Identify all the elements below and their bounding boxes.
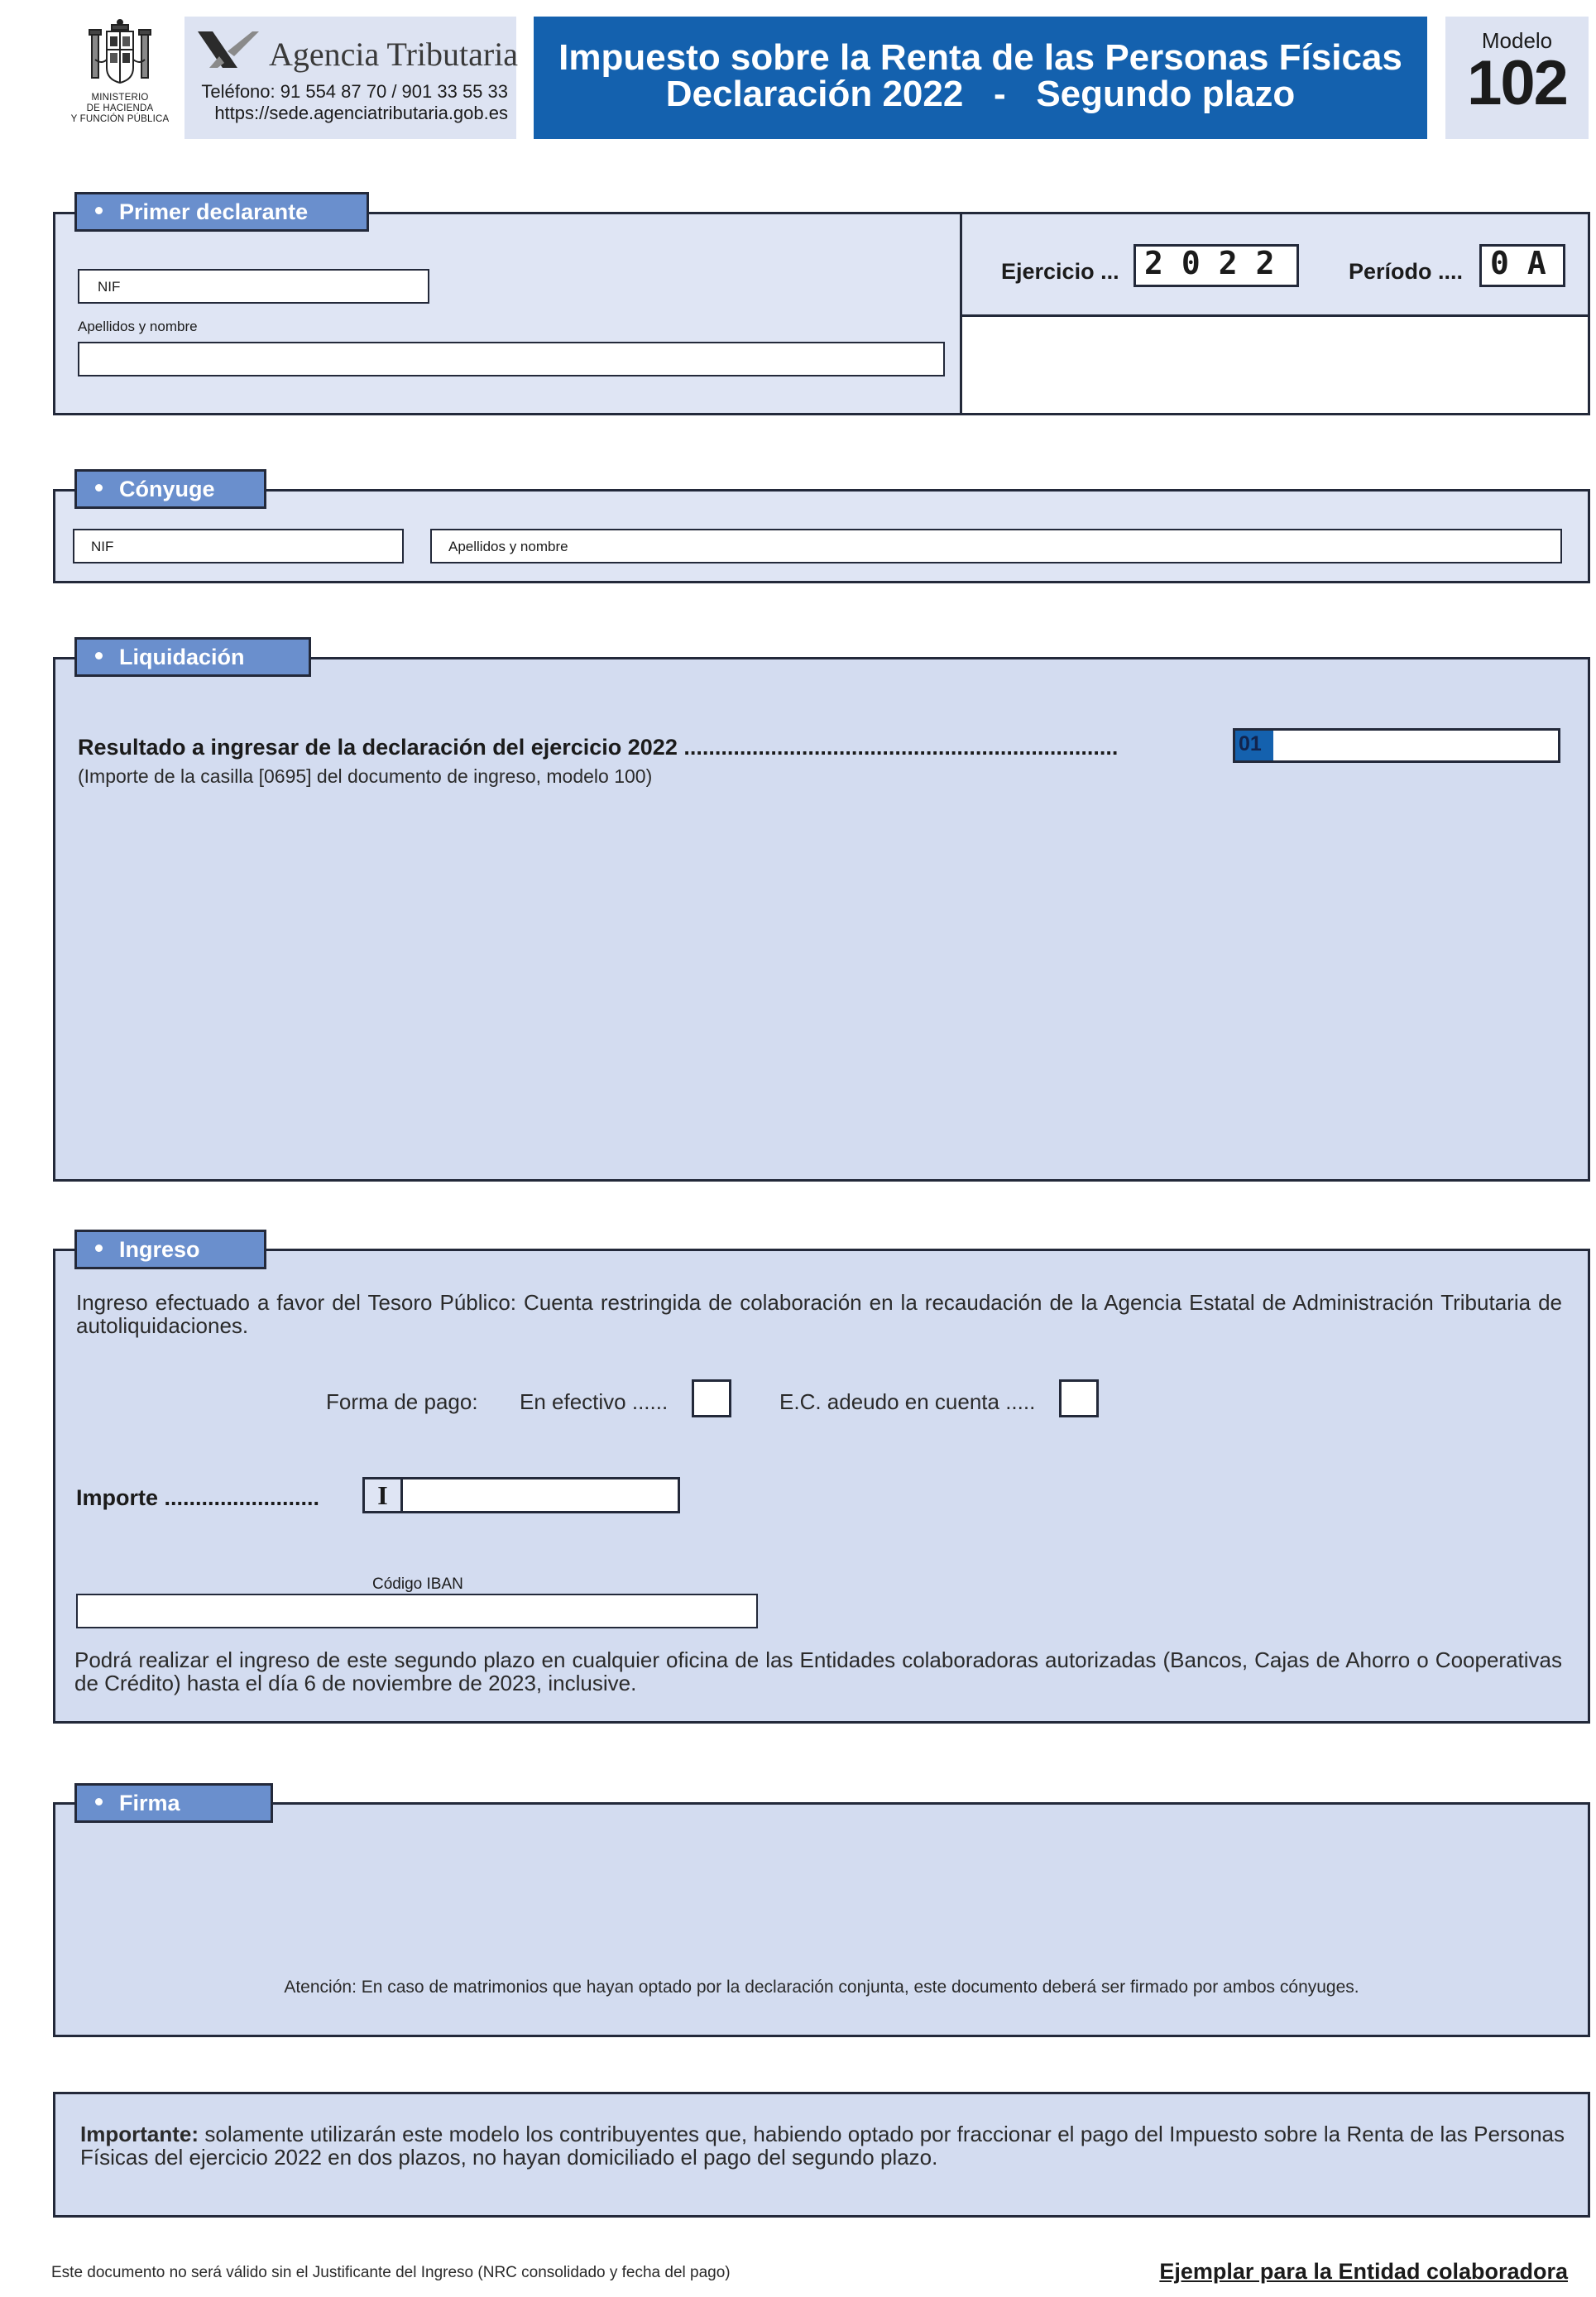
firma-atencion: Atención: En caso de matrimonios que hayan optado por la declaración conjunta, este documento deberá ser firmado por ambos cónyuges. (284, 1978, 1359, 1997)
agencia-logo-icon (194, 26, 261, 73)
modelo-number: 102 (1467, 48, 1567, 118)
form-title (534, 17, 1427, 139)
agencia-tributaria-box (185, 17, 519, 139)
tab-conyuge: Cónyuge (74, 469, 266, 509)
periodo-label: Período .... (1349, 259, 1464, 284)
forma-pago-label: Forma de pago: (326, 1389, 478, 1414)
ejercicio-value[interactable]: 2022 (1133, 244, 1299, 287)
form-title-line1: Impuesto sobre la Renta de las Personas Físicas (558, 37, 1402, 78)
tab-primer-declarante: Primer declarante (74, 192, 369, 232)
agencia-url[interactable]: https://sede.agenciatributaria.gob.es (214, 103, 508, 123)
efectivo-checkbox[interactable] (692, 1379, 731, 1417)
importe-code: I (365, 1479, 403, 1511)
conyuge-nombre-field[interactable]: Apellidos y nombre (430, 529, 1562, 563)
conyuge-nif-field[interactable]: NIF (73, 529, 404, 563)
primer-nombre-label: Apellidos y nombre (78, 319, 198, 334)
primer-declarante-section (53, 212, 963, 415)
agencia-name: Agencia Tributaria (269, 36, 519, 73)
footer-left: Este documento no será válido sin el Justificante del Ingreso (NRC consolidado y fecha del pago) (51, 2264, 731, 2281)
importante-body: solamente utilizarán este modelo los contribuyentes que, habiendo optado por fraccionar el pago del Impuesto sobre la Renta de las Personas Físicas del ejercicio 2022 en dos plazos, no hayan domiciliado el pago del segundo plazo. (80, 2122, 1565, 2170)
ejercicio-label: Ejercicio ... (1001, 259, 1119, 284)
efectivo-label: En efectivo ...... (520, 1389, 669, 1414)
iban-label: Código IBAN (372, 1575, 463, 1593)
resultado-label: Resultado a ingresar de la declaración del ejercicio 2022 ...................................................................... (78, 735, 1119, 760)
coat-of-arms (58, 18, 182, 134)
periodo-value[interactable]: 0A (1479, 244, 1565, 287)
ministerio-label: MINISTERIO DE HACIENDA Y FUNCIÓN PÚBLICA (70, 93, 170, 124)
importante-text (80, 2122, 1565, 2169)
agencia-telefono: Teléfono: 91 554 87 70 / 901 33 55 33 (201, 81, 508, 102)
primer-nombre-field[interactable] (78, 342, 945, 376)
modelo-box (1445, 17, 1589, 139)
casilla-01-field[interactable] (1233, 728, 1560, 763)
importe-label: Importe ......................... (76, 1485, 320, 1510)
casilla-01-code: 01 (1235, 731, 1273, 760)
plazo-text: Podrá realizar el ingreso de este segundo plazo en cualquier oficina de las Entidades colaboradoras autorizadas (Bancos, Cajas de Ahorro o Cooperativas de Crédito) hasta el día 6 de noviembre de 2023, inclusive. (74, 1647, 1562, 1695)
adeudo-checkbox[interactable] (1059, 1379, 1099, 1417)
primer-nif-field[interactable]: NIF (78, 269, 429, 304)
tab-liquidacion: Liquidación (74, 637, 311, 677)
form-title-line2: Declaración 2022 - Segundo plazo (665, 74, 1296, 114)
firma-section (53, 1802, 1590, 2037)
coat-of-arms-icon (87, 18, 153, 91)
adeudo-label: E.C. adeudo en cuenta ..... (779, 1389, 1036, 1414)
iban-field[interactable] (76, 1594, 758, 1628)
tab-ingreso: Ingreso (74, 1230, 266, 1269)
importante-section (53, 2092, 1590, 2218)
importe-field[interactable] (362, 1477, 680, 1513)
modelo-label: Modelo (1481, 28, 1553, 53)
importante-label: Importante: (80, 2122, 199, 2146)
footer-right: Ejemplar para la Entidad colaboradora (1159, 2259, 1568, 2284)
tab-firma: Firma (74, 1783, 273, 1823)
resultado-note: (Importe de la casilla [0695] del documento de ingreso, modelo 100) (78, 765, 653, 787)
ingreso-descripcion: Ingreso efectuado a favor del Tesoro Público: Cuenta restringida de colaboración en la recaudación de la Agencia Estatal de Administración Tributaria de autoliquidaciones. (76, 1290, 1562, 1338)
